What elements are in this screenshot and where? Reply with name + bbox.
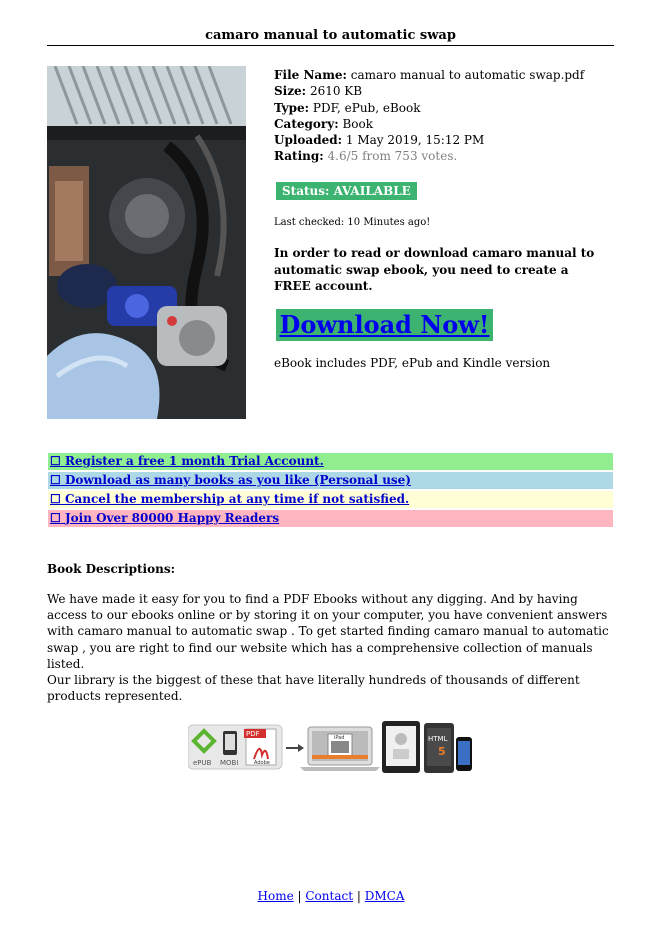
file-name-row [274, 67, 614, 83]
phone-icon [456, 737, 472, 771]
footer-separator: | [297, 889, 302, 903]
pdf-icon [244, 729, 276, 766]
footer-contact-link[interactable]: Contact [305, 889, 354, 903]
features-list [48, 453, 613, 529]
book-description [47, 591, 615, 704]
footer [0, 889, 662, 903]
file-size-value: 2610 KB [309, 84, 363, 99]
footer-dmca-link[interactable]: DMCA [364, 889, 405, 903]
feature-link-join[interactable] [50, 511, 279, 525]
uploaded-value: 1 May 2019, 15:12 PM [345, 133, 485, 148]
download-now-button[interactable]: Download Now! [279, 310, 490, 339]
reader-label: HTML [428, 735, 448, 743]
rating-value: 4.6/5 from 753 votes. [327, 149, 458, 164]
pdf-label: PDF [246, 730, 260, 738]
ereader-icon [382, 721, 420, 773]
category-row [274, 116, 614, 132]
feature-item [48, 472, 613, 489]
rating-row [274, 148, 614, 164]
file-info [274, 67, 614, 165]
file-size-label: Size: [274, 84, 307, 99]
checkbox-icon: ☐ [50, 492, 61, 506]
arrow-icon [286, 744, 304, 752]
description-paragraph: We have made it easy for you to find a PDF Ebooks without any digging. And by having access to our ebooks online or by storing it on your computer, you have convenient answers with camaro manual to automatic swap . To get started finding camaro manual to automatic swap , you are right to find our website which has a comprehensive collection of manuals listed. [47, 592, 609, 671]
file-name-value: camaro manual to automatic swap.pdf [350, 68, 585, 82]
tablet-label: iPad [334, 735, 345, 741]
reader-number: 5 [438, 745, 446, 758]
ebook-includes: eBook includes PDF, ePub and Kindle version [274, 356, 551, 370]
mobi-label: MOBI [220, 759, 239, 767]
description-paragraph: Our library is the biggest of these that have literally hundreds of thousands of different products represented. [47, 673, 580, 704]
feature-item [48, 491, 613, 508]
feature-text: Download as many books as you like (Personal use) [64, 473, 411, 487]
file-size-row [274, 83, 614, 99]
account-requirement: In order to read or download camaro manual to automatic swap ebook, you need to create a FREE account. [274, 246, 595, 293]
checkbox-icon: ☐ [50, 511, 61, 525]
title-bar [47, 26, 614, 46]
file-name-label: File Name: [274, 68, 347, 82]
footer-home-link[interactable]: Home [257, 889, 294, 903]
category-label: Category: [274, 116, 339, 131]
download-box [276, 309, 493, 341]
feature-link-download[interactable] [50, 473, 411, 487]
uploaded-row [274, 132, 614, 148]
feature-item [48, 453, 613, 470]
laptop-icon [300, 727, 380, 771]
uploaded-label: Uploaded: [274, 133, 343, 148]
feature-link-cancel[interactable] [50, 492, 409, 506]
feature-text: Cancel the membership at any time if not satisfied. [64, 492, 410, 506]
file-type-row [274, 100, 614, 116]
checkbox-icon: ☐ [50, 454, 61, 468]
book-cover-photo [47, 66, 246, 419]
checkbox-icon: ☐ [50, 473, 61, 487]
file-type-label: Type: [274, 100, 310, 115]
feature-item [48, 510, 613, 527]
last-checked: Last checked: 10 Minutes ago! [274, 217, 431, 228]
supported-devices-banner [188, 719, 474, 775]
feature-link-trial[interactable] [50, 454, 324, 468]
category-value: Book [342, 116, 373, 131]
footer-separator: | [356, 889, 361, 903]
file-type-value: PDF, ePub, eBook [312, 100, 421, 115]
status-badge: Status: AVAILABLE [276, 182, 417, 200]
adobe-label: Adobe [254, 760, 270, 766]
page-title: camaro manual to automatic swap [205, 28, 456, 43]
epub-label: ePUB [193, 759, 212, 767]
rating-label: Rating: [274, 149, 324, 164]
feature-text: Register a free 1 month Trial Account. [64, 454, 324, 468]
tablet-icon [424, 723, 454, 773]
feature-text: Join Over 80000 Happy Readers [64, 511, 280, 525]
book-descriptions-heading: Book Descriptions: [47, 562, 176, 576]
